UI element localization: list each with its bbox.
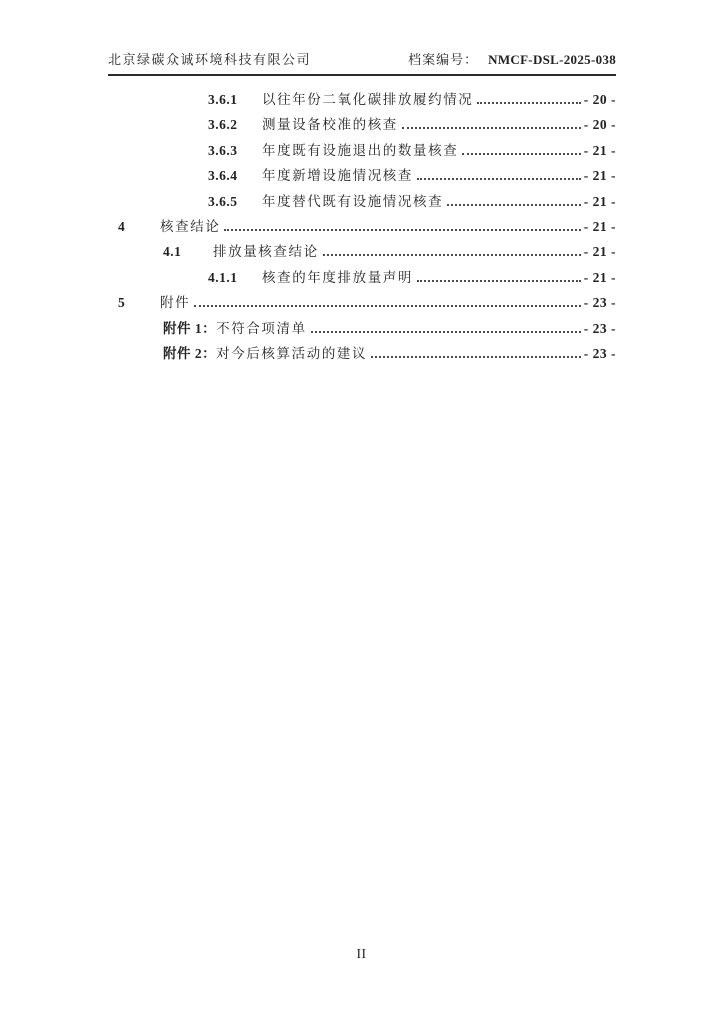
toc-entry-page: - 23 -: [583, 320, 616, 336]
toc-entry-page: - 21 -: [583, 142, 616, 158]
toc-entry-number: 5: [118, 295, 126, 311]
company-name: 北京绿碳众诚环境科技有限公司: [108, 52, 312, 67]
page-number-footer: II: [356, 946, 367, 961]
toc-entry-number: 3.6.1: [208, 92, 238, 107]
toc-entry: [108, 239, 616, 264]
toc-entry-title: 年度既有设施退出的数量核查: [262, 142, 459, 158]
toc-entry-page: - 20 -: [583, 92, 616, 107]
toc-entry-page: - 21 -: [583, 218, 616, 234]
toc-entry-number: 4.1: [163, 244, 182, 260]
toc-dot-leader: [224, 229, 580, 231]
toc-dot-leader: [194, 305, 581, 307]
toc-entry: [108, 214, 616, 239]
toc-dot-leader: [371, 356, 581, 358]
toc-entry-number: 4.1.1: [208, 269, 238, 285]
toc-dot-leader: [462, 153, 580, 155]
toc-entry-number: 4: [118, 218, 126, 234]
toc-entry-title: 对今后核算活动的建议: [216, 345, 368, 361]
toc-entry: [108, 112, 616, 137]
toc-entry-title: 以往年份二氧化碳排放履约情况: [262, 92, 474, 107]
toc-entry-title: 年度新增设施情况核查: [262, 168, 413, 184]
toc-dot-leader: [417, 178, 581, 180]
toc-entry-page: - 21 -: [583, 269, 616, 285]
toc-entry: [108, 87, 616, 112]
toc-entry-number: 3.6.5: [208, 193, 238, 209]
toc-entry-page: - 21 -: [583, 193, 616, 209]
toc-entry-number: 附件 2：: [163, 345, 217, 361]
toc-entry-title: 附件: [160, 295, 191, 311]
toc-entry-number: 3.6.2: [208, 117, 238, 133]
archive-number-value: NMCF-DSL-2025-038: [488, 52, 616, 67]
toc-entry-title: 年度替代既有设施情况核查: [262, 193, 444, 209]
toc-entry: [108, 265, 616, 290]
table-of-contents: [108, 87, 616, 366]
toc-entry-page: - 21 -: [583, 244, 616, 260]
toc-entry: [108, 341, 616, 366]
toc-entry-number: 3.6.4: [208, 168, 238, 184]
toc-dot-leader: [323, 254, 581, 256]
toc-entry: [108, 138, 616, 163]
toc-entry: [108, 189, 616, 214]
toc-entry-number: 3.6.3: [208, 142, 238, 158]
toc-entry-number: 附件 1：: [163, 320, 217, 336]
toc-entry-page: - 23 -: [583, 295, 616, 311]
toc-dot-leader: [311, 331, 581, 333]
toc-entry: [108, 163, 616, 188]
toc-entry-title: 核查结论: [160, 218, 221, 234]
toc-entry-title: 排放量核查结论: [213, 244, 319, 260]
toc-entry-page: - 23 -: [583, 345, 616, 361]
archive-number-label: 档案编号：: [408, 52, 479, 67]
toc-dot-leader: [417, 280, 581, 282]
archive-number-group: [408, 49, 616, 68]
toc-dot-leader: [447, 204, 581, 206]
toc-entry-title: 不符合项清单: [216, 320, 307, 336]
toc-entry-page: - 21 -: [583, 168, 616, 184]
toc-entry: [108, 316, 616, 341]
toc-entry-title: 核查的年度排放量声明: [262, 269, 413, 285]
toc-dot-leader: [477, 102, 580, 104]
toc-entry-page: - 20 -: [583, 117, 616, 133]
toc-entry-title: 测量设备校准的核查: [262, 117, 398, 133]
toc-dot-leader: [402, 127, 581, 129]
toc-entry: [108, 290, 616, 315]
page-header: [108, 48, 616, 76]
